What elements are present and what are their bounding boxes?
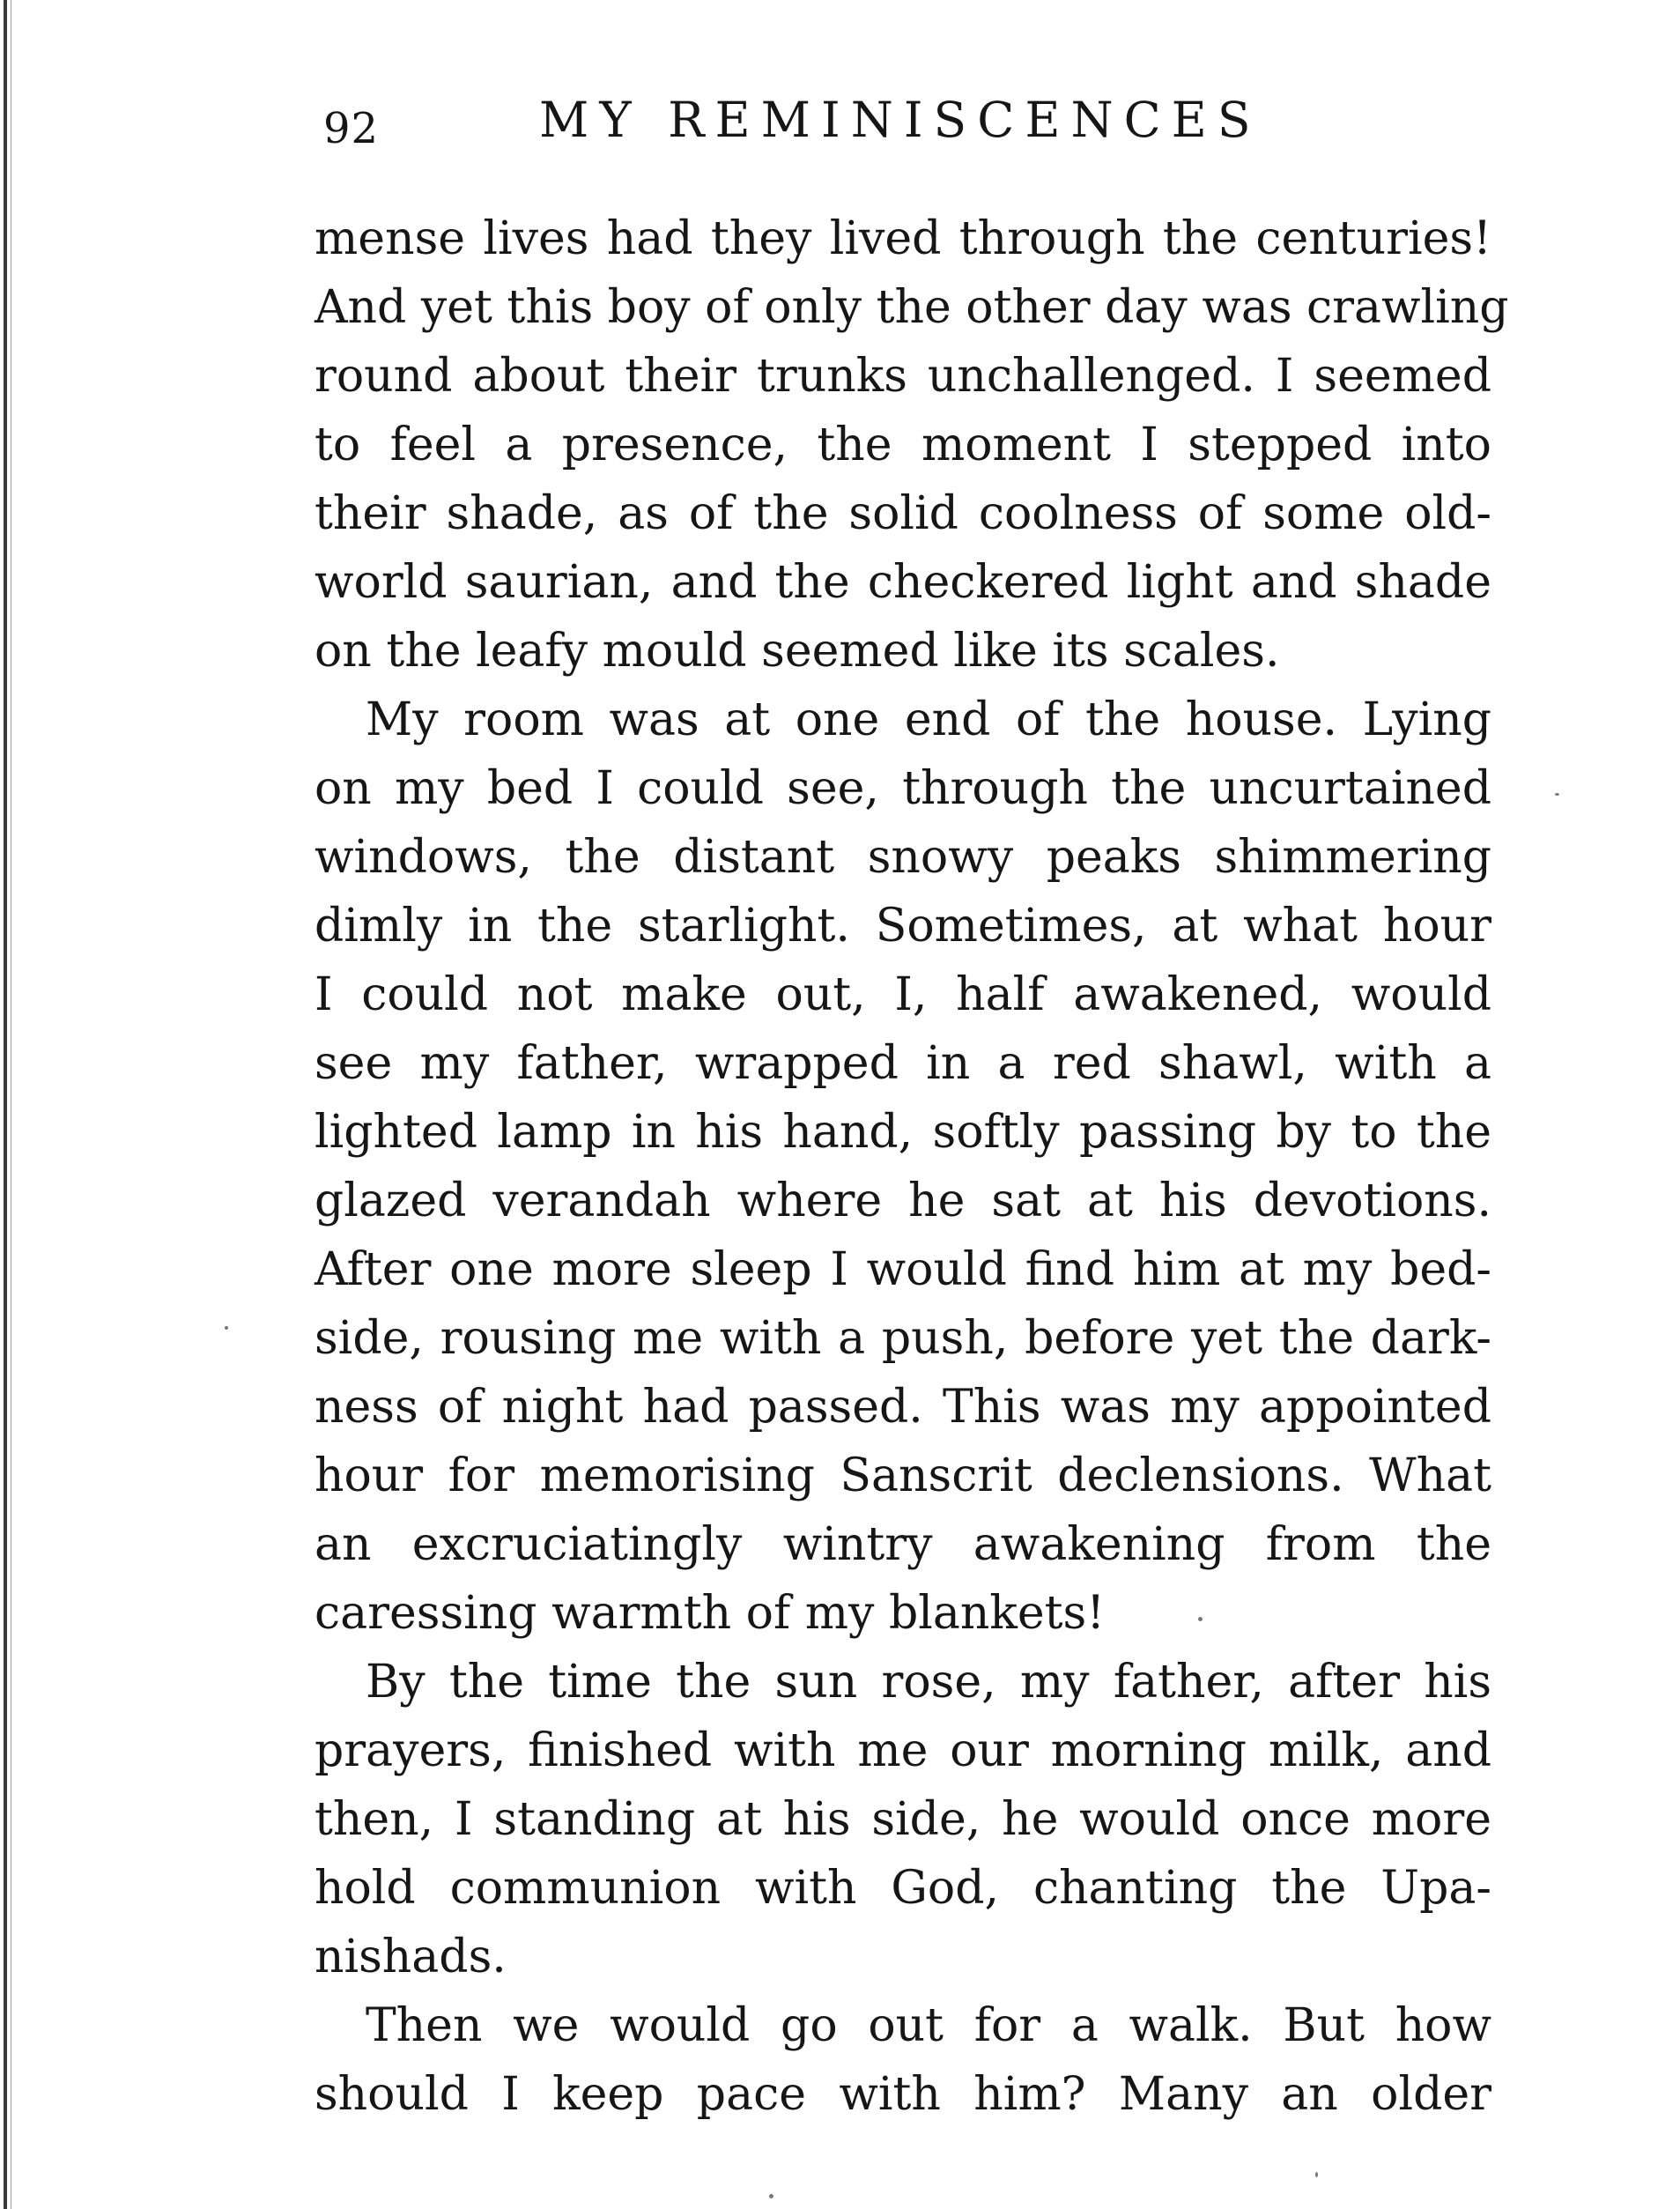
book-page xyxy=(315,79,1509,2129)
text-line: hold communion with God, chanting the Upa- xyxy=(315,1862,1491,1915)
text-line: Then we would go out for a walk. But how xyxy=(366,1999,1491,2052)
text-line: hour for memorising Sanscrit declensions. What xyxy=(315,1449,1491,1502)
text-line: caressing warmth of my blankets! xyxy=(315,1587,1106,1640)
scan-speck xyxy=(1315,2172,1318,2177)
text-line: an excruciatingly wintry awakening from the xyxy=(315,1518,1491,1571)
text-line: And yet this boy of only the other day was crawling xyxy=(315,281,1509,334)
text-line: glazed verandah where he sat at his devotions. xyxy=(315,1175,1491,1227)
text-line: I could not make out, I, half awakened, would xyxy=(315,968,1491,1021)
text-line: dimly in the starlight. Sometimes, at what hour xyxy=(315,900,1491,953)
running-head: MY REMINISCENCES xyxy=(539,92,1262,148)
text-line: their shade, as of the solid coolness of some old- xyxy=(315,487,1491,540)
paragraph-2 xyxy=(315,686,1491,1648)
text-line: nishads. xyxy=(315,1931,507,1983)
text-line: world saurian, and the checkered light and shade xyxy=(315,556,1491,609)
text-line: windows, the distant snowy peaks shimmering xyxy=(315,831,1491,884)
page-header xyxy=(315,79,1491,159)
page-number: 92 xyxy=(323,104,380,153)
text-line: round about their trunks unchallenged. I seemed xyxy=(315,350,1491,403)
text-line: After one more sleep I would find him at my bed- xyxy=(315,1243,1491,1296)
paragraph-4 xyxy=(315,1991,1491,2129)
text-line: lighted lamp in his hand, softly passing by to the xyxy=(315,1106,1491,1159)
body-text xyxy=(315,204,1509,2129)
scan-speck xyxy=(1555,793,1559,796)
paragraph-1 xyxy=(315,204,1509,686)
text-line: see my father, wrapped in a red shawl, with a xyxy=(315,1037,1491,1090)
text-line: My room was at one end of the house. Lying xyxy=(366,693,1491,746)
text-line: side, rousing me with a push, before yet the dark- xyxy=(315,1312,1491,1365)
text-line: on my bed I could see, through the uncurtained xyxy=(315,762,1491,815)
scan-speck xyxy=(769,2194,773,2198)
text-line: By the time the sun rose, my father, after his xyxy=(366,1656,1491,1709)
text-line: prayers, finished with me our morning milk, and xyxy=(315,1724,1491,1777)
text-line: on the leafy mould seemed like its scales. xyxy=(315,625,1280,678)
paragraph-3 xyxy=(315,1648,1491,1991)
text-line: then, I standing at his side, he would once more xyxy=(315,1793,1491,1846)
text-line: ness of night had passed. This was my appointed xyxy=(315,1381,1491,1434)
binding-edge-line xyxy=(4,0,7,2209)
text-line: mense lives had they lived through the centuries! xyxy=(315,212,1491,265)
text-line: to feel a presence, the moment I stepped into xyxy=(315,419,1491,471)
scan-speck xyxy=(225,1326,228,1330)
text-line: should I keep pace with him? Many an older xyxy=(315,2068,1491,2121)
scan-speck xyxy=(1198,1617,1203,1621)
